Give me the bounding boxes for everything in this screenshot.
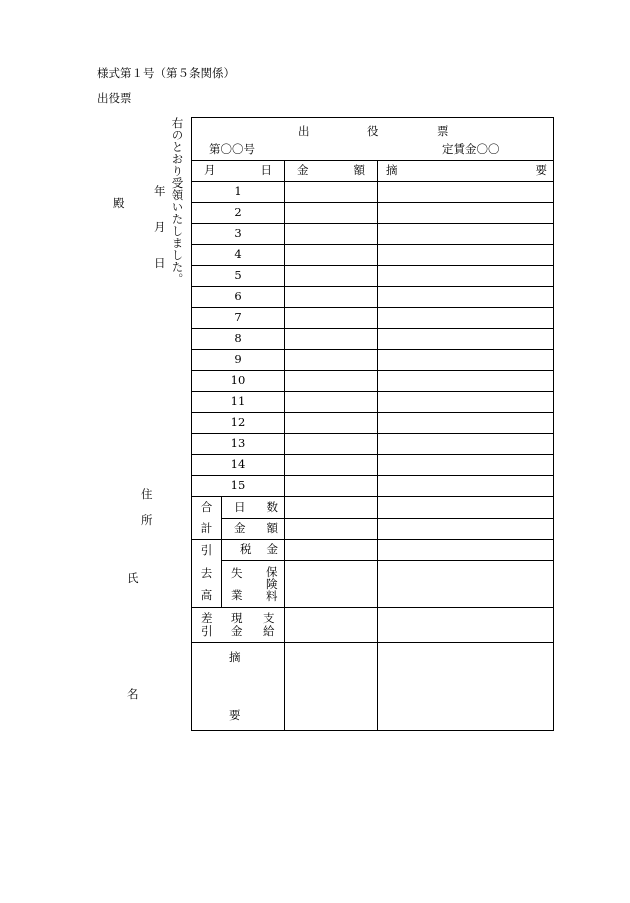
total-label-1: 合	[200, 499, 213, 514]
total-label-2: 計	[200, 520, 213, 535]
total-days-2: 数	[266, 499, 278, 514]
day-number: 8	[192, 329, 285, 350]
deduct-row-unemployment	[192, 561, 554, 608]
day-number: 15	[192, 476, 285, 497]
deduct-tax-summary[interactable]	[378, 540, 554, 561]
day-row	[192, 434, 554, 455]
day-row	[192, 287, 554, 308]
deduct-unemp-c1: 保	[266, 565, 278, 580]
day-row	[192, 182, 554, 203]
col-date-day: 日	[260, 163, 272, 178]
col-date-header	[192, 161, 285, 182]
deduct-unemp-b: 業	[231, 588, 243, 603]
day-amount[interactable]	[285, 266, 378, 287]
day-number: 13	[192, 434, 285, 455]
day-row	[192, 224, 554, 245]
summary-amount[interactable]	[285, 643, 378, 731]
deduct-unemp-c3: 料	[266, 589, 278, 604]
day-summary[interactable]	[378, 350, 554, 371]
day-row	[192, 350, 554, 371]
total-label	[192, 497, 222, 540]
name-label-2: 名	[127, 687, 139, 701]
day-number: 7	[192, 308, 285, 329]
day-row	[192, 413, 554, 434]
title-row	[192, 118, 554, 161]
net-amount[interactable]	[285, 608, 378, 643]
day-amount[interactable]	[285, 203, 378, 224]
deduct-row-tax	[192, 540, 554, 561]
day-summary[interactable]	[378, 287, 554, 308]
net-label-1: 差	[201, 611, 213, 625]
day-amount[interactable]	[285, 224, 378, 245]
total-row-days	[192, 497, 554, 519]
form-number: 様式第１号（第５条関係）	[97, 66, 235, 80]
day-amount[interactable]	[285, 392, 378, 413]
net-summary[interactable]	[378, 608, 554, 643]
day-amount[interactable]	[285, 371, 378, 392]
net-col2-2: 金	[231, 624, 243, 638]
day-number: 2	[192, 203, 285, 224]
day-row	[192, 245, 554, 266]
col-summary-header	[378, 161, 554, 182]
day-amount[interactable]	[285, 434, 378, 455]
total-amount-amount[interactable]	[285, 518, 378, 540]
day-amount[interactable]	[285, 308, 378, 329]
col-amount-header	[285, 161, 378, 182]
number-label: 第〇〇号	[209, 142, 255, 156]
deduct-unemp-a: 失	[231, 566, 243, 581]
day-amount[interactable]	[285, 350, 378, 371]
day-number: 3	[192, 224, 285, 245]
net-row	[192, 608, 554, 643]
deduct-unemp-label	[222, 561, 285, 608]
summary-label-1: 摘	[229, 650, 241, 664]
deduct-unemp-amount[interactable]	[285, 561, 378, 608]
total-days-1: 日	[234, 499, 246, 514]
deduct-tax-1: 税	[240, 542, 252, 557]
address-label-2: 所	[141, 513, 153, 527]
day-number: 5	[192, 266, 285, 287]
summary-label	[192, 643, 285, 731]
day-row	[192, 308, 554, 329]
col-date-month: 月	[204, 163, 216, 178]
net-col2-1: 現	[231, 611, 243, 625]
deduct-label-3: 高	[200, 588, 213, 603]
day-number: 11	[192, 392, 285, 413]
day-summary[interactable]	[378, 245, 554, 266]
date-day: 日	[154, 256, 166, 270]
title-char-3: 票	[437, 124, 449, 138]
receipt-text: 右のとおり受領いたしました。	[170, 117, 185, 285]
net-label-2: 引	[201, 624, 213, 638]
col-amount-1: 金	[297, 163, 309, 178]
day-amount[interactable]	[285, 413, 378, 434]
day-amount[interactable]	[285, 329, 378, 350]
date-year: 年	[154, 184, 166, 198]
date-month: 月	[154, 220, 166, 234]
form-title: 出役票	[97, 91, 132, 105]
day-row	[192, 371, 554, 392]
total-amount-summary[interactable]	[378, 518, 554, 540]
name-label-1: 氏	[127, 571, 139, 585]
deduct-tax-label	[222, 540, 285, 561]
net-col3-2: 給	[263, 624, 275, 638]
day-amount[interactable]	[285, 287, 378, 308]
day-summary[interactable]	[378, 329, 554, 350]
day-summary[interactable]	[378, 434, 554, 455]
summary-text[interactable]	[378, 643, 554, 731]
dono-label: 殿	[113, 196, 125, 210]
total-days-label	[222, 497, 285, 519]
total-amount-label	[222, 518, 285, 540]
col-summary-1: 摘	[386, 163, 398, 178]
day-number: 14	[192, 455, 285, 476]
day-amount[interactable]	[285, 182, 378, 203]
day-number: 10	[192, 371, 285, 392]
deduct-unemp-summary[interactable]	[378, 561, 554, 608]
day-row	[192, 266, 554, 287]
day-amount[interactable]	[285, 245, 378, 266]
deduct-unemp-c2: 険	[266, 577, 278, 592]
col-summary-2: 要	[535, 163, 547, 178]
day-row	[192, 329, 554, 350]
total-amount-1: 金	[234, 521, 246, 535]
day-amount[interactable]	[285, 476, 378, 497]
day-row	[192, 392, 554, 413]
day-summary[interactable]	[378, 203, 554, 224]
summary-label-2: 要	[229, 708, 241, 722]
net-label	[192, 608, 285, 643]
total-amount-2: 額	[266, 521, 278, 535]
wage-label: 定賃金〇〇	[442, 142, 500, 156]
day-summary[interactable]	[378, 308, 554, 329]
day-row	[192, 203, 554, 224]
net-col3-1: 支	[263, 611, 275, 625]
deduct-tax-2: 金	[266, 542, 278, 557]
day-summary[interactable]	[378, 476, 554, 497]
deduct-label	[192, 540, 222, 608]
total-days-amount[interactable]	[285, 497, 378, 519]
day-summary[interactable]	[378, 413, 554, 434]
title-char-2: 役	[367, 124, 379, 138]
day-summary[interactable]	[378, 392, 554, 413]
day-number: 6	[192, 287, 285, 308]
address-label-1: 住	[141, 487, 153, 501]
summary-row	[192, 643, 554, 731]
day-summary[interactable]	[378, 182, 554, 203]
deduct-label-1: 引	[200, 543, 213, 558]
total-row-amount	[192, 518, 554, 540]
day-number: 9	[192, 350, 285, 371]
day-summary[interactable]	[378, 455, 554, 476]
day-row	[192, 455, 554, 476]
deduct-tax-amount[interactable]	[285, 540, 378, 561]
day-amount[interactable]	[285, 455, 378, 476]
title-cell	[192, 118, 554, 161]
day-summary[interactable]	[378, 224, 554, 245]
day-number: 1	[192, 182, 285, 203]
title-char-1: 出	[298, 124, 310, 138]
form-table	[191, 117, 554, 731]
day-number: 12	[192, 413, 285, 434]
header-row	[192, 161, 554, 182]
day-number: 4	[192, 245, 285, 266]
day-summary[interactable]	[378, 371, 554, 392]
col-amount-2: 額	[353, 163, 365, 178]
deduct-label-2: 去	[200, 565, 213, 580]
day-summary[interactable]	[378, 266, 554, 287]
day-row	[192, 476, 554, 497]
total-days-summary[interactable]	[378, 497, 554, 519]
